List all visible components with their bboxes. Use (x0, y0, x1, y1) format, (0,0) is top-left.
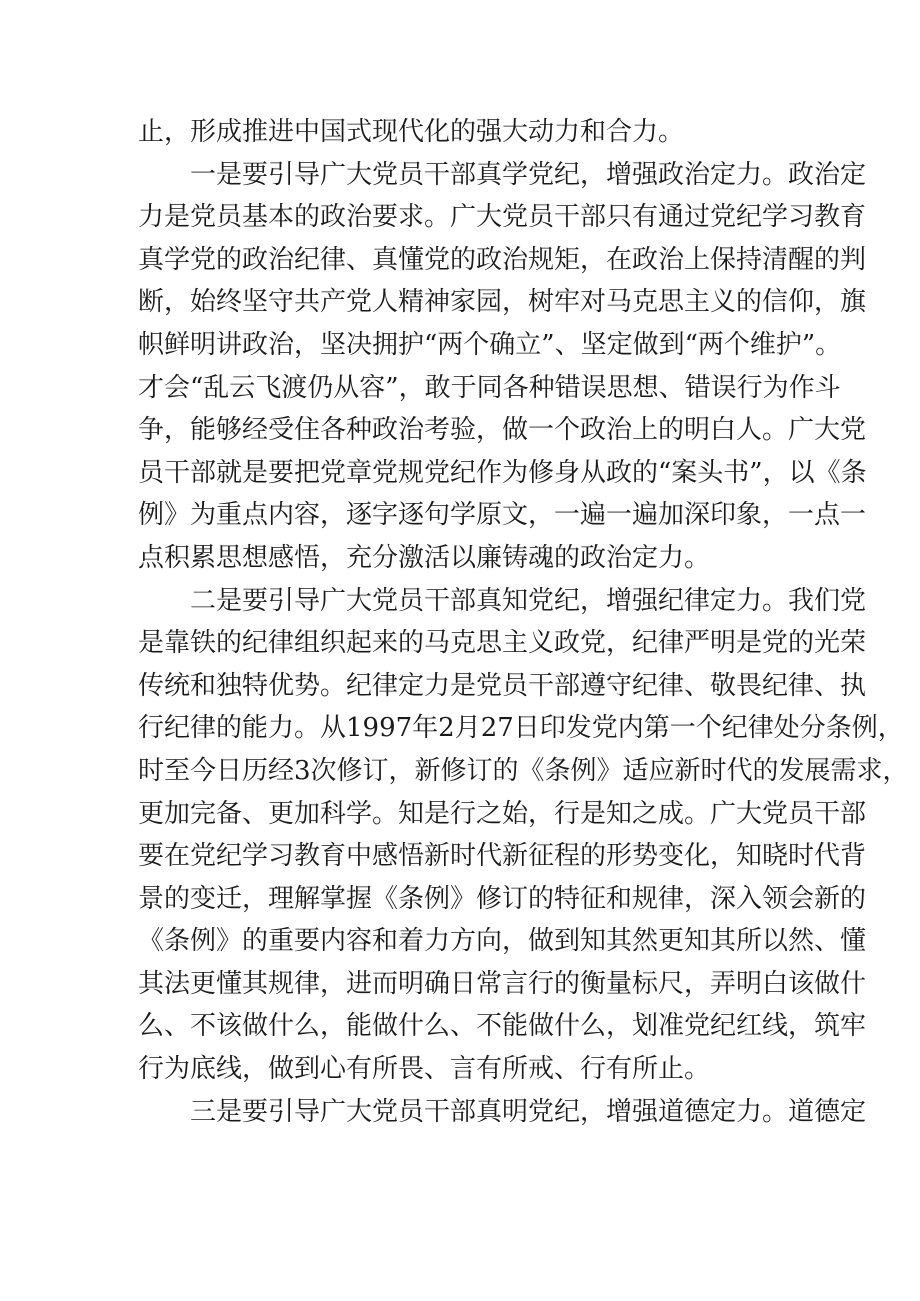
document-body (138, 111, 909, 1133)
text-line: 二是要引导广大党员干部真知党纪，增强纪律定力。我们党 (190, 585, 867, 616)
text-line: 才会“乱云飞渡仍从容”，敢于同各种错误思想、错误行为作斗 (138, 372, 841, 403)
text-line: 三是要引导广大党员干部真明党纪，增强道德定力。道德定 (190, 1096, 867, 1127)
text-line: 一是要引导广大党员干部真学党纪，增强政治定力。政治定 (190, 159, 867, 190)
text-line: 力是党员基本的政治要求。广大党员干部只有通过党纪学习教育 (138, 202, 867, 233)
text-line: 其法更懂其规律，进而明确日常言行的衡量标尺，弄明白该做什 (138, 968, 867, 999)
text-line: 更加完备、更加科学。知是行之始，行是知之成。广大党员干部 (138, 798, 867, 829)
text-line: 争，能够经受住各种政治考验，做一个政治上的明白人。广大党 (138, 415, 867, 446)
text-line: 止，形成推进中国式现代化的强大动力和合力。 (138, 117, 685, 147)
text-line: 是靠铁的纪律组织起来的马克思主义政党，纪律严明是党的光荣 (138, 628, 867, 659)
text-line: 断，始终坚守共产党人精神家园，树牢对马克思主义的信仰，旗 (138, 287, 867, 318)
text-line: 时至今日历经3次修订，新修订的《条例》适应新时代的发展需求， (138, 755, 909, 786)
text-line: 真学党的政治纪律、真懂党的政治规矩，在政治上保持清醒的判 (138, 244, 867, 275)
text-line: 景的变迁，理解掌握《条例》修订的特征和规律，深入领会新的 (138, 883, 867, 914)
paragraph-3 (138, 580, 909, 1091)
text-line: 传统和独特优势。纪律定力是党员干部遵守纪律、敬畏纪律、执 (138, 670, 867, 701)
paragraph-1 (138, 111, 798, 154)
text-line: 行纪律的能力。从1997年2月27日印发党内第一个纪律处分条例， (138, 713, 904, 744)
text-line: 帜鲜明讲政治，坚决拥护“两个确立”、坚定做到“两个维护”。 (138, 329, 842, 360)
text-line: 点积累思想感悟，充分激活以廉铸魂的政治定力。 (138, 542, 711, 573)
paragraph-2 (138, 154, 867, 580)
text-line: 要在党纪学习教育中感悟新时代新征程的形势变化，知晓时代背 (138, 841, 867, 872)
text-line: 么、不该做什么，能做什么、不能做什么，划准党纪红线，筑牢 (138, 1011, 867, 1042)
text-line: 例》为重点内容，逐字逐句学原文，一遍一遍加深印象，一点一 (138, 500, 867, 531)
text-line: 《条例》的重要内容和着力方向，做到知其然更知其所以然、懂 (138, 926, 867, 957)
paragraph-4 (138, 1091, 867, 1134)
text-line: 员干部就是要把党章党规党纪作为修身从政的“案头书”，以《条 (138, 457, 867, 488)
text-line: 行为底线，做到心有所畏、言有所戒、行有所止。 (138, 1054, 711, 1085)
